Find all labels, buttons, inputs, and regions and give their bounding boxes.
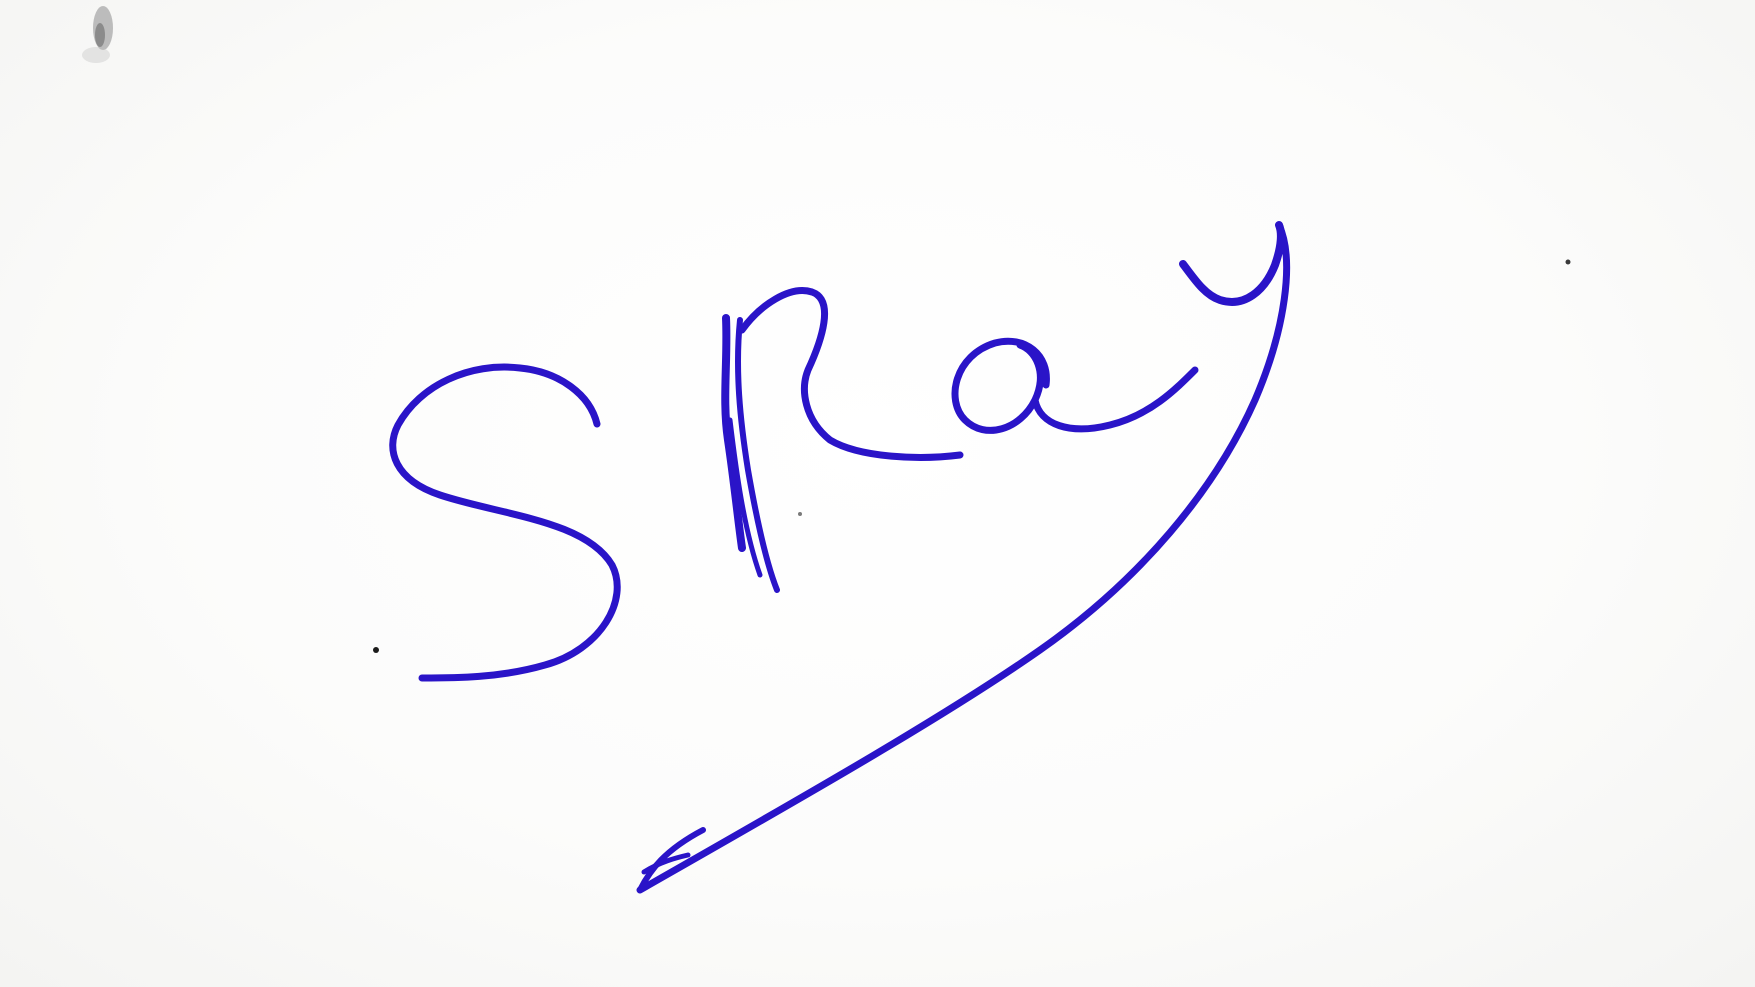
smudge-mark <box>82 6 113 63</box>
signature-ink <box>393 225 1287 890</box>
signature-text: S Ray <box>875 960 879 961</box>
letter-s-stroke <box>393 367 617 678</box>
stray-dots <box>373 260 1571 654</box>
letter-r-bowl <box>742 291 960 458</box>
letter-a-loop <box>955 341 1195 430</box>
letter-y-stroke <box>1183 225 1281 302</box>
